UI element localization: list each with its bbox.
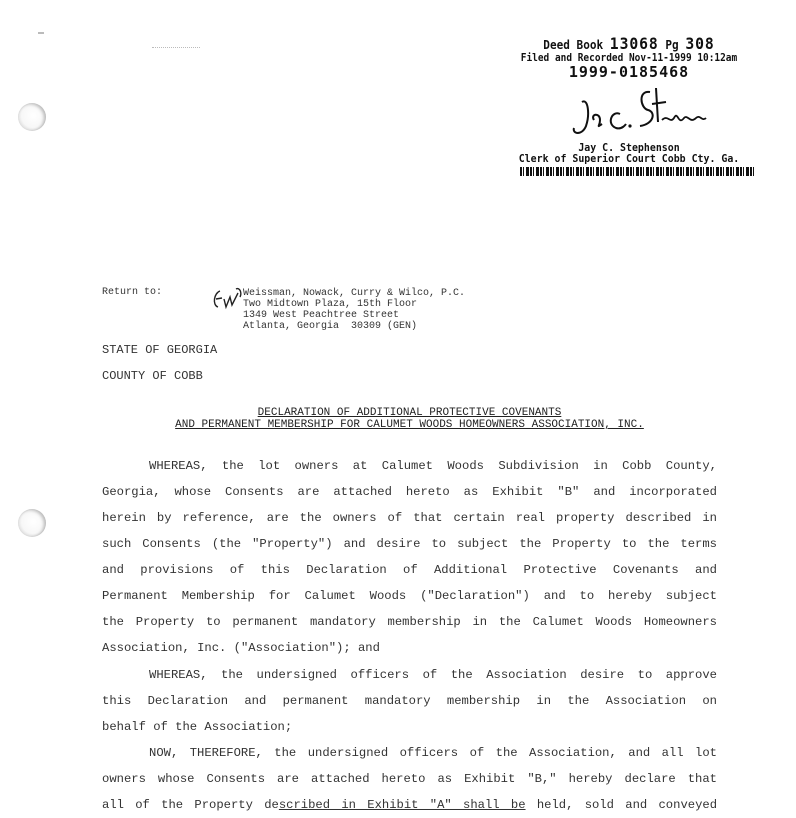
clerk-block xyxy=(498,142,760,164)
title-line: AND PERMANENT MEMBERSHIP FOR CALUMET WOODS HOMEOWNERS ASSOCIATION, INC. xyxy=(175,419,644,431)
paragraph-line: this Declaration and permanent mandatory membership in the Association on xyxy=(102,694,717,708)
return-to-label: Return to: xyxy=(102,287,163,298)
return-address-line: Weissman, Nowack, Curry & Wilco, P.C. xyxy=(243,288,466,299)
title-line: DECLARATION OF ADDITIONAL PROTECTIVE COVENANTS xyxy=(257,407,562,419)
paragraph-whereas-officers xyxy=(102,662,717,740)
final-line-end: held, sold and conveyed xyxy=(525,798,718,812)
scan-mark xyxy=(152,47,200,49)
paragraph-line: Association, Inc. ("Association"); and xyxy=(102,641,380,655)
return-address xyxy=(243,288,503,332)
return-address-line: Atlanta, Georgia 30309 (GEN) xyxy=(243,321,418,332)
recording-stamp xyxy=(498,34,760,81)
clerk-title: Clerk of Superior Court Cobb Cty. Ga. xyxy=(518,152,740,165)
filed-recorded-line: Filed and Recorded Nov-11-1999 10:12am xyxy=(520,51,738,64)
deed-book-line xyxy=(508,34,749,53)
page-number: 308 xyxy=(685,34,715,53)
paragraph-whereas-owners xyxy=(102,453,717,661)
paragraph-line: the Property to permanent mandatory membership in the Calumet Woods Homeowners xyxy=(102,615,717,629)
paragraph-line: owners whose Consents are attached hereto as Exhibit "B," hereby declare that xyxy=(102,772,717,786)
document-title xyxy=(102,407,717,431)
paragraph-line: behalf of the Association; xyxy=(102,720,293,734)
paragraph-line: WHEREAS, the lot owners at Calumet Woods Subdivision in Cobb County, xyxy=(149,459,717,473)
barcode xyxy=(520,167,756,176)
deed-book-label: Deed Book xyxy=(543,38,604,52)
paragraph-line xyxy=(102,792,717,818)
instrument-number: 1999-0185468 xyxy=(568,63,690,81)
paragraph-line: NOW, THEREFORE, the undersigned officers of the Association, and all lot xyxy=(149,746,717,760)
paragraph-line: Permanent Membership for Calumet Woods ("Declaration") and to hereby subject xyxy=(102,589,717,603)
final-line-start: all of the Property de xyxy=(102,798,279,812)
exhibit-a-reference: scribed in Exhibit "A" shall be xyxy=(278,798,526,812)
return-address-line: 1349 West Peachtree Street xyxy=(243,310,400,321)
paragraph-line: herein by reference, are the owners of that certain real property described in xyxy=(102,511,717,525)
paragraph-now-therefore xyxy=(102,740,717,818)
paragraph-line: WHEREAS, the undersigned officers of the Association desire to approve xyxy=(149,668,717,682)
page-label: Pg xyxy=(665,38,679,52)
paragraph-line: such Consents (the "Property") and desire to subject the Property to the terms xyxy=(102,537,717,551)
state-heading: STATE OF GEORGIA xyxy=(102,343,218,357)
paragraph-line: and provisions of this Declaration of Additional Protective Covenants and xyxy=(102,563,717,577)
binder-hole-top xyxy=(18,103,46,131)
clerk-signature xyxy=(560,84,710,144)
binder-hole-middle xyxy=(18,509,46,537)
deed-book-number: 13068 xyxy=(609,34,659,53)
county-heading: COUNTY OF COBB xyxy=(102,369,203,383)
paragraph-line: Georgia, whose Consents are attached hereto as Exhibit "B" and incorporated xyxy=(102,485,717,499)
return-address-line: Two Midtown Plaza, 15th Floor xyxy=(243,299,418,310)
handwritten-initials xyxy=(210,283,246,313)
clerk-name: Jay C. Stephenson xyxy=(578,141,680,154)
scan-mark xyxy=(38,32,44,34)
